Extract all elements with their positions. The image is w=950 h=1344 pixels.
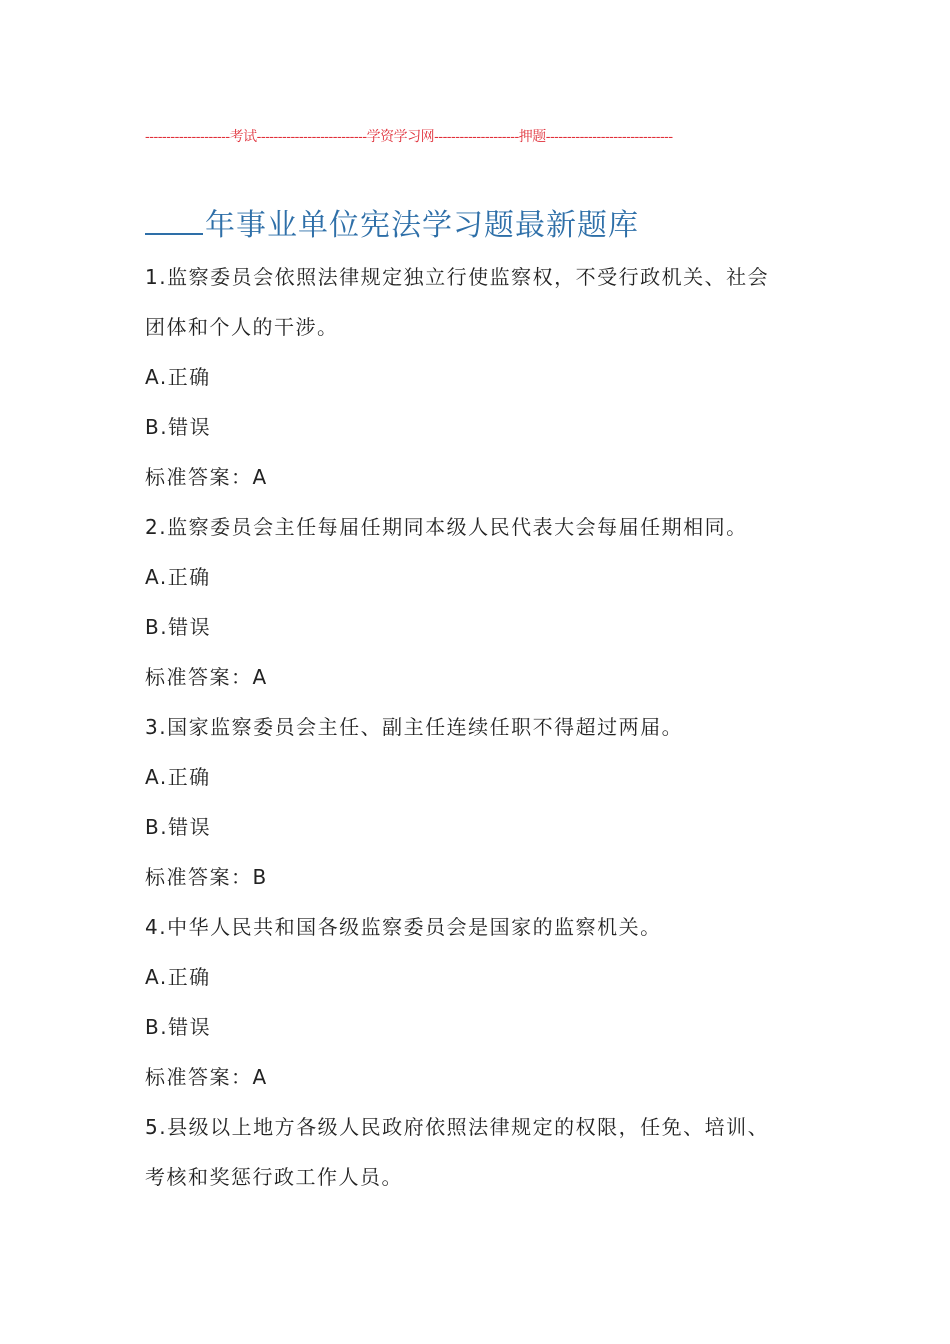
question-item — [145, 502, 805, 702]
standard-answer: 标准答案：B — [145, 865, 268, 889]
option-b: B.错误 — [145, 1015, 212, 1039]
option-a: A.正确 — [145, 565, 211, 589]
option-b: B.错误 — [145, 615, 212, 639]
question-stem: 5.县级以上地方各级人民政府依照法律规定的权限，任免、培训、 — [145, 1115, 770, 1139]
option-b: B.错误 — [145, 415, 212, 439]
header-dashes: -------------------- — [145, 129, 230, 145]
header-label-predict: 押题 — [518, 129, 546, 145]
option-a: A.正确 — [145, 365, 211, 389]
header-dashes: -------------------------- — [256, 129, 367, 145]
header-label-exam: 考试 — [229, 129, 257, 145]
standard-answer: 标准答案：A — [145, 665, 268, 689]
header-dashes: ------------------------------ — [545, 129, 673, 145]
option-a: A.正确 — [145, 965, 211, 989]
question-item — [145, 1102, 805, 1202]
option-b: B.错误 — [145, 815, 212, 839]
option-a: A.正确 — [145, 765, 211, 789]
header-label-site: 学资学习网 — [366, 129, 435, 145]
question-item — [145, 252, 805, 502]
question-stem-continued: 考核和奖惩行政工作人员。 — [145, 1165, 403, 1189]
question-item — [145, 702, 805, 902]
standard-answer: 标准答案：A — [145, 1065, 268, 1089]
header-dashes: -------------------- — [434, 129, 519, 145]
question-stem: 2.监察委员会主任每届任期同本级人民代表大会每届任期相同。 — [145, 515, 748, 539]
question-stem-continued: 团体和个人的干涉。 — [145, 315, 339, 339]
question-item — [145, 902, 805, 1102]
question-list — [145, 252, 805, 1202]
document-title — [145, 200, 639, 244]
standard-answer: 标准答案：A — [145, 465, 268, 489]
title-text: 年事业单位宪法学习题最新题库 — [205, 208, 639, 243]
question-stem: 3.国家监察委员会主任、副主任连续任职不得超过两届。 — [145, 715, 684, 739]
question-stem: 1.监察委员会依照法律规定独立行使监察权，不受行政机关、社会 — [145, 265, 770, 289]
page-header — [145, 126, 805, 146]
title-blank-underline — [145, 205, 203, 235]
question-stem: 4.中华人民共和国各级监察委员会是国家的监察机关。 — [145, 915, 662, 939]
